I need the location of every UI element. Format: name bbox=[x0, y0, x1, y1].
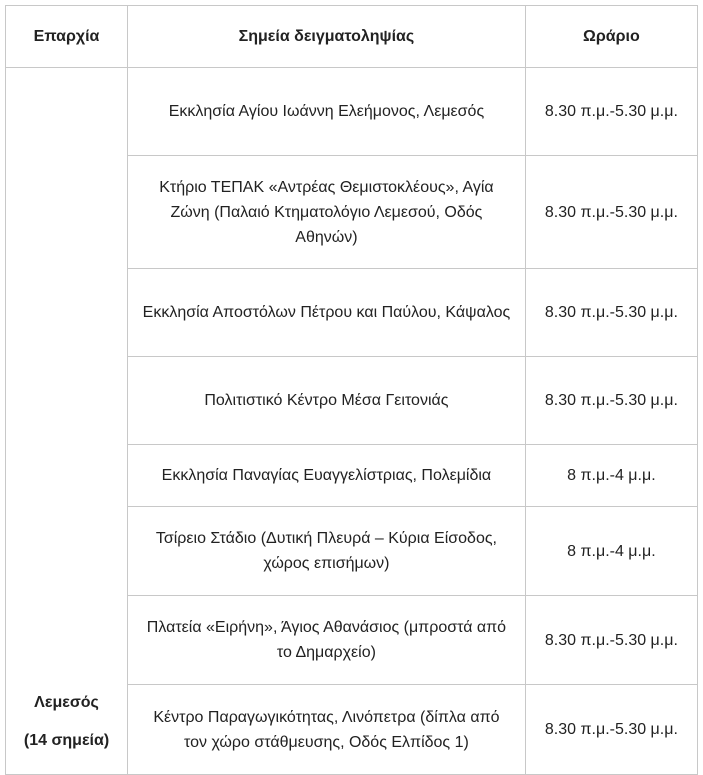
hours-cell: 8.30 π.μ.-5.30 μ.μ. bbox=[525, 357, 697, 445]
hours-cell: 8.30 π.μ.-5.30 μ.μ. bbox=[525, 596, 697, 685]
table-row bbox=[6, 68, 698, 156]
site-cell: Τσίρειο Στάδιο (Δυτική Πλευρά – Κύρια Είσοδος, χώρος επισήμων) bbox=[128, 507, 526, 596]
site-cell: Πολιτιστικό Κέντρο Μέσα Γειτονιάς bbox=[128, 357, 526, 445]
region-count: (14 σημεία) bbox=[23, 732, 110, 749]
site-cell: Κτήριο ΤΕΠΑΚ «Αντρέας Θεμιστοκλέους», Αγία Ζώνη (Παλαιό Κτηματολόγιο Λεμεσού, Οδός Αθηνών) bbox=[128, 156, 526, 269]
header-site: Σημεία δειγματοληψίας bbox=[128, 6, 526, 68]
site-cell: Εκκλησία Αγίου Ιωάννη Ελεήμονος, Λεμεσός bbox=[128, 68, 526, 156]
hours-cell: 8.30 π.μ.-5.30 μ.μ. bbox=[525, 156, 697, 269]
hours-cell: 8.30 π.μ.-5.30 μ.μ. bbox=[525, 269, 697, 357]
hours-cell: 8.30 π.μ.-5.30 μ.μ. bbox=[525, 68, 697, 156]
header-region: Επαρχία bbox=[6, 6, 128, 68]
hours-cell: 8.30 π.μ.-5.30 μ.μ. bbox=[525, 685, 697, 775]
table-header-row bbox=[6, 6, 698, 68]
site-cell: Κέντρο Παραγωγικότητας, Λινόπετρα (δίπλα από τον χώρο στάθμευσης, Οδός Ελπίδος 1) bbox=[128, 685, 526, 775]
site-cell: Πλατεία «Ειρήνη», Άγιος Αθανάσιος (μπροστά από το Δημαρχείο) bbox=[128, 596, 526, 685]
region-name: Λεμεσός bbox=[34, 694, 99, 711]
hours-cell: 8 π.μ.-4 μ.μ. bbox=[525, 445, 697, 507]
sampling-points-table bbox=[5, 5, 698, 775]
site-cell: Εκκλησία Αποστόλων Πέτρου και Παύλου, Κάψαλος bbox=[128, 269, 526, 357]
site-cell: Εκκλησία Παναγίας Ευαγγελίστριας, Πολεμίδια bbox=[128, 445, 526, 507]
region-cell bbox=[6, 68, 128, 775]
header-hours: Ωράριο bbox=[525, 6, 697, 68]
hours-cell: 8 π.μ.-4 μ.μ. bbox=[525, 507, 697, 596]
